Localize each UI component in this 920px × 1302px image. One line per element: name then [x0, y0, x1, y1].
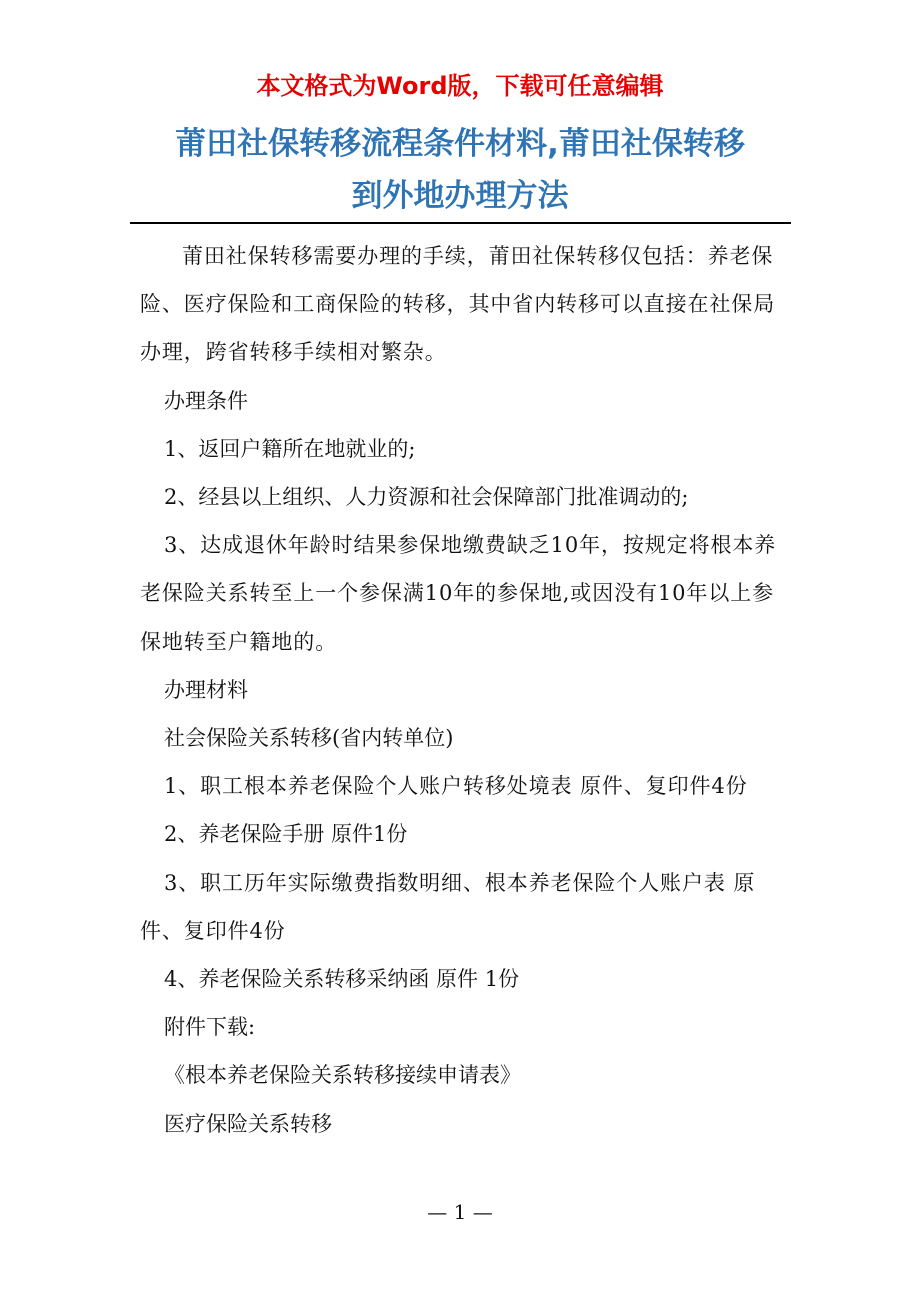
attachment-label: 附件下载: — [164, 1015, 256, 1040]
condition-item-3: 3、达成退休年龄时结果参保地缴费缺乏10年，按规定将根本养老保险关系转至上一个参保满10年的参保地,或因没有10年以上参保地转至户籍地的。 — [140, 533, 777, 654]
format-notice-banner: 本文格式为Word版，下载可任意编辑 — [256, 72, 664, 100]
condition-item-2: 2、经县以上组织、人力资源和社会保障部门批准调动的; — [164, 485, 689, 510]
title-line-1: 莆田社保转移流程条件材料,莆田社保转移 — [175, 126, 745, 162]
materials-heading: 办理材料 — [164, 677, 248, 702]
document-title — [130, 118, 790, 222]
intro-paragraph: 莆田社保转移需要办理的手续，莆田社保转移仅包括：养老保险、医疗保险和工商保险的转移，其中省内转移可以直接在社保局办理，跨省转移手续相对繁杂。 — [140, 244, 776, 365]
document-body — [140, 232, 782, 1148]
title-divider — [130, 222, 791, 224]
material-item-1: 1、职工根本养老保险个人账户转移处境表 原件、复印件4份 — [164, 774, 748, 799]
material-item-2: 2、养老保险手册 原件1份 — [164, 822, 408, 847]
condition-item-1: 1、返回户籍所在地就业的; — [164, 436, 416, 461]
medical-transfer-heading: 医疗保险关系转移 — [164, 1111, 332, 1136]
transfer-subheading: 社会保险关系转移(省内转单位) — [164, 726, 454, 751]
conditions-heading: 办理条件 — [164, 388, 248, 413]
material-item-4: 4、养老保险关系转移采纳函 原件 1份 — [164, 967, 520, 992]
material-item-3: 3、职工历年实际缴费指数明细、根本养老保险个人账户表 原件、复印件4份 — [140, 870, 756, 943]
title-line-2: 到外地办理方法 — [351, 178, 569, 214]
attachment-download-link[interactable]: 《根本养老保险关系转移接续申请表》 — [164, 1063, 521, 1088]
page-number: — 1 — — [427, 1200, 493, 1224]
